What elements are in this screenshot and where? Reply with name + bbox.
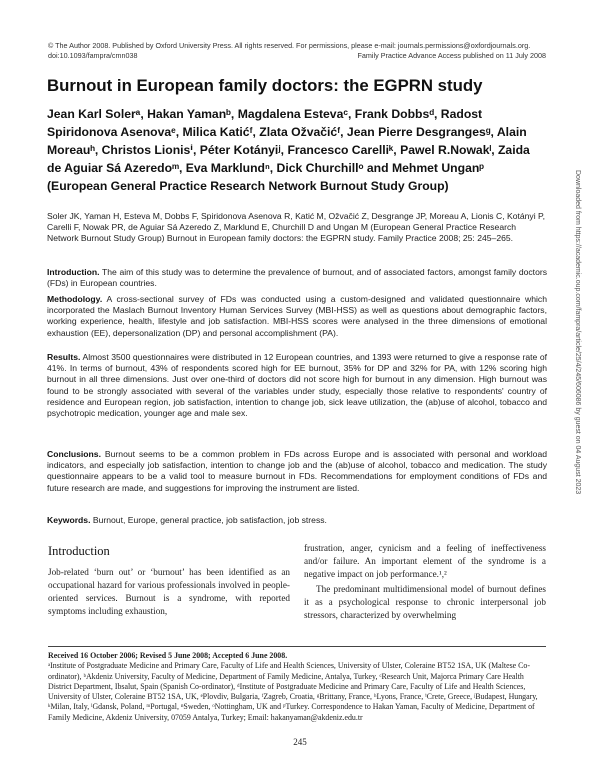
download-sidebar — [572, 170, 582, 640]
body-column-right — [304, 542, 546, 622]
body-paragraph: Job-related ‘burn out’ or ‘burnout’ has been identified as an occupational hazard for various professionals involved in people-oriented services. Burnout is a syndrome, with reported symptoms including exhaustion, — [48, 567, 290, 616]
abstract-methodology-label: Methodology. — [47, 294, 103, 304]
abstract-conclusions-label: Conclusions. — [47, 449, 101, 459]
page-number: 245 — [293, 737, 307, 747]
abstract-introduction-text: The aim of this study was to determine the prevalence of burnout, and of associated factors, amongst family doctors (FDs) in European countries. — [47, 267, 548, 289]
abstract-results-text: Almost 3500 questionnaires were distributed in 12 European countries, and 1393 were returned to give a response rate of 41%. In terms of burnout, 43% of respondents scored high for EE burnout, 35% for DP and 32% for PA, with 12% scoring high burnout in all three dimensions. Just over one-third of doctors did not score high for burnout in any dimension. High burnout was found to be strongly associated with several of the variables under study, especially those relative to respondents' country of residence and European region, job satisfaction, intention to change job, sick leave utilization, the (ab)use of alcohol, tobacco and psychotropic medication, younger age and male sex. — [47, 352, 547, 419]
author-list: Jean Karl Solerᵃ, Hakan Yamanᵇ, Magdalena Estevaᶜ, Frank Dobbsᵈ, Radost Spiridonova Asenovaᵉ, Milica Katićᶠ, Zlata Ožvačićᶠ, Jean Pierre Desgrangesᵍ, Alain Moreauʰ, Christos Lionisⁱ, Péter Kotányiʲ, Francesco Carelliᵏ, Pawel R.Nowakˡ, Zaida de Aguiar Sá Azeredoᵐ, Eva Marklundⁿ, Dick Churchillᵒ and Mehmet Unganᵖ (European General Practice Research Network Burnout Study Group) — [47, 107, 530, 193]
abstract-introduction-label: Introduction. — [47, 267, 100, 277]
abstract-methodology-text: A cross-sectional survey of FDs was conducted using a custom-designed and validated questionnaire which incorporated the Maslach Burnout Inventory Human Services Survey (MBI-HSS) as well as questions about demographic factors, working experience, health, lifestyle and job satisfaction. MBI-HSS scores were analysed in the three dimensions of emotional exhaustion (EE), depersonalization (DP) and personal accomplishment (PA). — [47, 294, 547, 338]
abstract-conclusions-text: Burnout seems to be a common problem in FDs across Europe and is associated with personal and workload indicators, and especially job satisfaction, intention to change job and the (ab)use of alcohol, tobacco and medication. The study questionnaire appears to be a valid tool to measure burnout in FDs. Recommendations for employment conditions of FDs and future research are made, and suggestions for improving the instrument are listed. — [47, 449, 548, 493]
abstract-keywords-label: Keywords. — [47, 515, 91, 525]
download-notice: Downloaded from https://academic.oup.com/fampra/article/25/4/245/606086 by guest on 04 August 2023 — [574, 170, 581, 495]
abstract-methodology — [47, 294, 547, 339]
body-column-left — [48, 566, 290, 618]
body-paragraph: The predominant multidimensional model of burnout defines it as a psychological response to chronic interpersonal job stressors, characterized by overwhelming — [304, 584, 546, 620]
journal-header — [48, 41, 546, 61]
abstract-results-label: Results. — [47, 352, 81, 362]
doi[interactable]: doi:10.1093/fampra/cmn038 — [48, 51, 138, 60]
section-heading-introduction: Introduction — [48, 544, 110, 558]
abstract-introduction — [47, 267, 547, 289]
copyright-line: © The Author 2008. Published by Oxford University Press. All rights reserved. For permissions, please e-mail: journals.permissions@oxfordjournals.org. — [48, 41, 531, 50]
footnote-divider — [48, 646, 546, 647]
advance-access-line: Family Practice Advance Access published on 11 July 2008 — [357, 51, 546, 60]
abstract-conclusions — [47, 449, 547, 494]
received-dates: Received 16 October 2006; Revised 5 June 2008; Accepted 6 June 2008. — [48, 651, 288, 660]
footnotes — [48, 651, 546, 723]
affiliations: ᵃInstitute of Postgraduate Medicine and Primary Care, Faculty of Life and Health Sciences, University of Ulster, Coleraine BT52 1SA, UK (Maltese Co-ordinator), ᵇAkdeniz University, Faculty of Medicine, Department of Family Medicine, Antalya, Turkey, ᶜResearch Unit, Majorca Primary Care Health District Department, Ibsalut, Spain (Spanish Co-ordinator), ᵈInstitute of Postgraduate Medicine and Primary Care, Faculty of Life and Health Sciences, University of Ulster, Coleraine BT52 1SA, UK, ᵉPlovdiv, Bulgaria, ᶠZagreb, Croatia, ᵍBrittany, France, ʰLyons, France, ⁱCrete, Greece, ʲBudapest, Hungary, ᵏMilan, Italy, ˡGdansk, Poland, ᵐPortugal, ⁿSweden, ᵒNottingham, UK and ᵖTurkey. Correspondence to Hakan Yaman, Faculty of Medicine, Department of Family Medicine, Akdeniz University, 07059 Antalya, Turkey; Email: hakanyaman@akdeniz.edu.tr — [48, 661, 538, 722]
body-paragraph: frustration, anger, cynicism and a feeling of ineffectiveness and/or failure. An important element of the syndrome is a negative impact on job performance.¹,² — [304, 543, 546, 579]
abstract-keywords — [47, 515, 547, 526]
abstract-results — [47, 352, 547, 419]
citation: Soler JK, Yaman H, Esteva M, Dobbs F, Spiridonova Asenova R, Katić M, Ožvačić Z, Desgrange JP, Moreau A, Lionis C, Kotányi P, Carelli F, Nowak PR, de Aguiar Sá Azeredo Z, Marklund E, Churchill D and Ungan M (European General Practice Research Network Burnout Study Group) Burnout in European family doctors: the EGPRN study. Family Practice 2008; 25: 245–265. — [47, 211, 546, 243]
article-title: Burnout in European family doctors: the EGPRN study — [47, 76, 483, 95]
abstract-keywords-text: Burnout, Europe, general practice, job satisfaction, job stress. — [92, 515, 327, 525]
